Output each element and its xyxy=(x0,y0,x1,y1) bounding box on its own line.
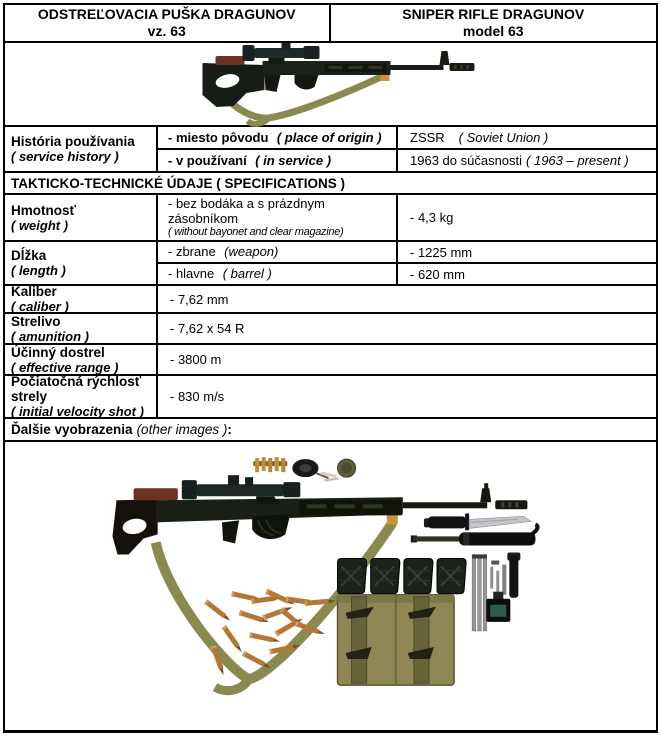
velocity-label-en: ( initial velocity shot ) xyxy=(11,404,144,419)
history-subrows xyxy=(158,127,656,171)
length-label: Dĺžka xyxy=(11,248,47,263)
rifle-photo xyxy=(5,43,656,127)
caliber-row xyxy=(5,286,656,314)
weight-value-cell xyxy=(398,195,656,240)
length-barrel-value-cell xyxy=(398,264,656,284)
oil-bottle xyxy=(486,592,510,622)
range-label-cell xyxy=(5,345,158,374)
caliber-value-cell xyxy=(158,286,656,312)
other-images-cell xyxy=(5,419,656,440)
origin-value-cell xyxy=(398,127,656,148)
title-english xyxy=(331,5,657,41)
title-sk-line1: ODSTREĽOVACIA PUŠKA DRAGUNOV xyxy=(37,6,296,22)
history-label-cell xyxy=(5,127,158,171)
rifle-photo-row xyxy=(5,43,656,127)
handle-tool xyxy=(507,553,520,598)
history-label: História používania xyxy=(11,134,135,149)
range-value-cell xyxy=(158,345,656,374)
weight-label: Hmotnosť xyxy=(11,202,76,218)
accessories-photo xyxy=(5,442,656,730)
weight-value: - 4,3 kg xyxy=(410,210,454,225)
ammo-label-en: ( amunition ) xyxy=(11,328,89,344)
origin-subrow xyxy=(158,127,656,150)
service-param: - v používaní xyxy=(168,152,247,168)
accessories-photo-row xyxy=(5,442,656,730)
length-subrows xyxy=(158,242,656,284)
caliber-value: - 7,62 mm xyxy=(170,291,229,307)
length-label-en: ( length ) xyxy=(11,263,66,278)
title-sk-line2: vz. 63 xyxy=(147,23,186,39)
length-barrel-param-cell xyxy=(158,264,398,284)
cartridge-clip xyxy=(253,457,287,472)
origin-param-cell xyxy=(158,127,398,148)
service-param-en: ( in service ) xyxy=(255,152,332,168)
other-images-label-en: (other images ) xyxy=(136,422,228,437)
specifications-header: TAKTICKO-TECHNICKÉ ÚDAJE ( SPECIFICATIONS ) xyxy=(11,175,345,191)
ammo-label-cell xyxy=(5,314,158,343)
magazines xyxy=(338,559,467,594)
length-label-cell xyxy=(5,242,158,284)
other-images-colon: : xyxy=(227,422,232,437)
sling-swivel xyxy=(292,459,328,478)
length-weapon-param: - zbrane xyxy=(168,244,216,259)
service-value-cell xyxy=(398,150,656,171)
length-barrel-param: - hlavne xyxy=(168,266,215,281)
range-row xyxy=(5,345,656,376)
specifications-header-row xyxy=(5,173,656,195)
weight-desc: - bez bodáka a s prázdnym zásobníkom xyxy=(168,196,325,226)
title-row xyxy=(5,5,656,43)
length-weapon-param-cell xyxy=(158,242,398,262)
length-weapon-subrow xyxy=(158,242,656,264)
ammo-value-cell xyxy=(158,314,656,343)
cleaning-rods xyxy=(472,555,487,631)
length-barrel-value: - 620 mm xyxy=(410,266,465,282)
length-weapon-value: - 1225 mm xyxy=(410,244,473,260)
length-row xyxy=(5,242,656,286)
tool-pins xyxy=(490,561,506,597)
caliber-label: Kaliber xyxy=(11,284,57,299)
velocity-value: - 830 m/s xyxy=(170,389,225,404)
scope xyxy=(243,43,320,64)
title-slovak xyxy=(5,5,331,41)
origin-param: - miesto pôvodu xyxy=(168,129,269,145)
length-barrel-subrow xyxy=(158,264,656,284)
service-value: 1963 do súčasnosti xyxy=(410,153,523,168)
length-weapon-value-cell xyxy=(398,242,656,262)
service-param-cell xyxy=(158,150,398,171)
history-row xyxy=(5,127,656,173)
caliber-label-cell xyxy=(5,286,158,312)
origin-value-en: ( Soviet Union ) xyxy=(458,130,549,145)
ammo-label: Strelivo xyxy=(11,313,61,329)
service-subrow xyxy=(158,150,656,171)
ammo-row xyxy=(5,314,656,345)
accessory-pouch xyxy=(338,595,455,685)
weight-desc-en: ( without bayonet and clear magazine) xyxy=(168,226,344,238)
other-images-label: Ďalšie vyobrazenia xyxy=(11,422,133,437)
length-barrel-param-en: ( barrel ) xyxy=(222,266,272,281)
origin-value: ZSSR xyxy=(410,130,445,145)
other-images-row xyxy=(5,419,656,442)
length-weapon-param-en: (weapon) xyxy=(224,244,279,259)
weight-label-cell xyxy=(5,195,158,240)
velocity-label: Počiatočná rýchlosť strely xyxy=(11,374,142,404)
bayonet xyxy=(424,513,531,530)
service-value-en: ( 1963 – present ) xyxy=(526,153,629,168)
origin-param-en: ( place of origin ) xyxy=(276,129,382,145)
weight-row xyxy=(5,195,656,242)
weight-desc-cell xyxy=(158,195,398,240)
velocity-row xyxy=(5,376,656,419)
range-label-en: ( effective range ) xyxy=(11,359,119,375)
velocity-label-cell xyxy=(5,376,158,417)
history-label-en: ( service history ) xyxy=(11,149,119,164)
spec-table xyxy=(3,3,658,733)
velocity-value-cell xyxy=(158,376,656,417)
ammo-value: - 7,62 x 54 R xyxy=(170,321,245,336)
weight-label-en: ( weight ) xyxy=(11,217,69,233)
range-label: Účinný dostrel xyxy=(11,344,105,360)
range-value: - 3800 m xyxy=(170,352,222,367)
caliber-label-en: ( caliber ) xyxy=(11,299,69,314)
title-en-line2: model 63 xyxy=(462,23,524,39)
grease-tin xyxy=(338,459,356,477)
title-en-line1: SNIPER RIFLE DRAGUNOV xyxy=(402,6,585,22)
